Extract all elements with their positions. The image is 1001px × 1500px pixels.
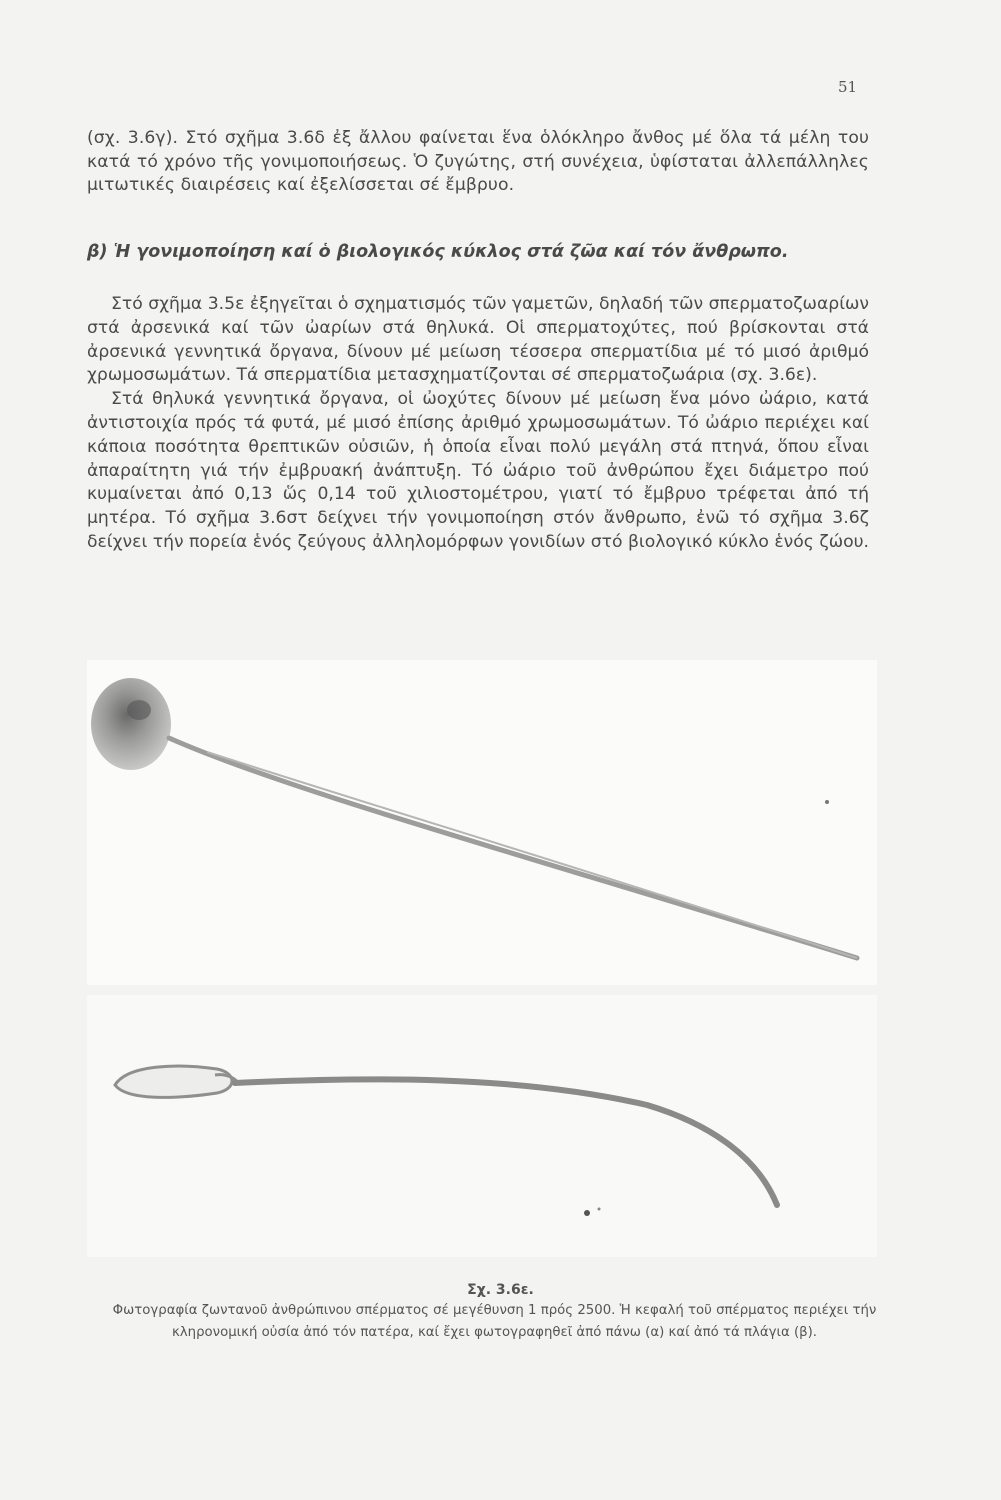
figure-caption: Φωτογραφία ζωντανοῦ ἀνθρώπινου σπέρματος σέ μεγέθυνση 1 πρός 2500. Ἡ κεφαλή τοῦ σπέρματος περιέχει τήν κληρονομική οὐσία ἀπό τόν πατέρα, καί ἔχει φωτογραφηθεῖ ἀπό πάνω (α) καί ἀπό τά πλάγια (β). xyxy=(112,1303,877,1340)
sperm-photo-side-view xyxy=(87,995,877,1257)
body-paragraph-1: Στό σχῆμα 3.5ε ἐξηγεῖται ὁ σχηματισμός τῶν γαμετῶν, δηλαδή τῶν σπερματοζωαρίων στά ἀρσενικά καί τῶν ὠαρίων στά θηλυκά. Οἱ σπερματοχύτες, πού βρίσκονται στά ἀρσενικά γεννητικά ὄργανα, δίνουν μέ μείωση τέσσερα σπερματίδια μέ τό μισό ἀριθμό χρωμοσωμάτων. Τά σπερματίδια μετασχηματίζονται σέ σπερματοζωάρια (σχ. 3.6ε). xyxy=(87,294,869,386)
intro-paragraph-block xyxy=(87,127,869,198)
figure-label: Σχ. 3.6ε. xyxy=(467,1282,534,1298)
sperm-photo-b-image xyxy=(87,995,877,1257)
body-text xyxy=(87,293,869,555)
page-number: 51 xyxy=(838,78,858,96)
section-heading: β) Ἡ γονιμοποίηση καί ὁ βιολογικός κύκλος στά ζῶα καί τόν ἄνθρωπο. xyxy=(87,242,789,262)
sperm-tail-b xyxy=(235,1079,777,1205)
intro-paragraph: (σχ. 3.6γ). Στό σχῆμα 3.6δ ἐξ ἄλλου φαίνεται ἕνα ὁλόκληρο ἄνθος μέ ὅλα τά μέλη του κατά τό χρόνο τῆς γονιμοποιήσεως. Ὁ ζυγώτης, στή συνέχεια, ὑφίσταται ἀλλεπάλληλες μιτωτικές διαιρέσεις καί ἐξελίσσεται σέ ἔμβρυο. xyxy=(87,128,869,196)
sperm-head-a xyxy=(91,678,171,770)
body-paragraph-2: Στά θηλυκά γεννητικά ὄργανα, οἱ ὠοχύτες δίνουν μέ μείωση ἕνα μόνο ὠάριο, κατά ἀντιστοιχία πρός τά φυτά, μέ μισό ἐπίσης ἀριθμό χρωμοσωμάτων. Τό ὠάριο περιέχει καί κάποια ποσότητα θρεπτικῶν οὐσιῶν, ἡ ὁποία εἶναι πολύ μεγάλη στά πτηνά, ὅπου εἶναι ἀπαραίτητη γιά τήν ἐμβρυακή ἀνάπτυξη. Τό ὠάριο τοῦ ἀνθρώπου ἔχει διάμετρο πού κυμαίνεται ἀπό 0,13 ὥς 0,14 τοῦ χιλιοστομέτρου, γιατί τό ἔμβρυο τρέφεται ἀπό τή μητέρα. Τό σχῆμα 3.6στ δείχνει τήν γονιμοποίηση στόν ἄνθρωπο, ἐνῶ τό σχῆμα 3.6ζ δείχνει τήν πορεία ἑνός ζεύγους ἀλληλομόρφων γονιδίων στό βιολογικό κύκλο ἑνός ζώου. xyxy=(87,389,870,552)
sperm-photo-top-view xyxy=(87,660,877,985)
sperm-photo-a-image xyxy=(87,660,877,985)
sperm-head-b xyxy=(115,1066,232,1097)
